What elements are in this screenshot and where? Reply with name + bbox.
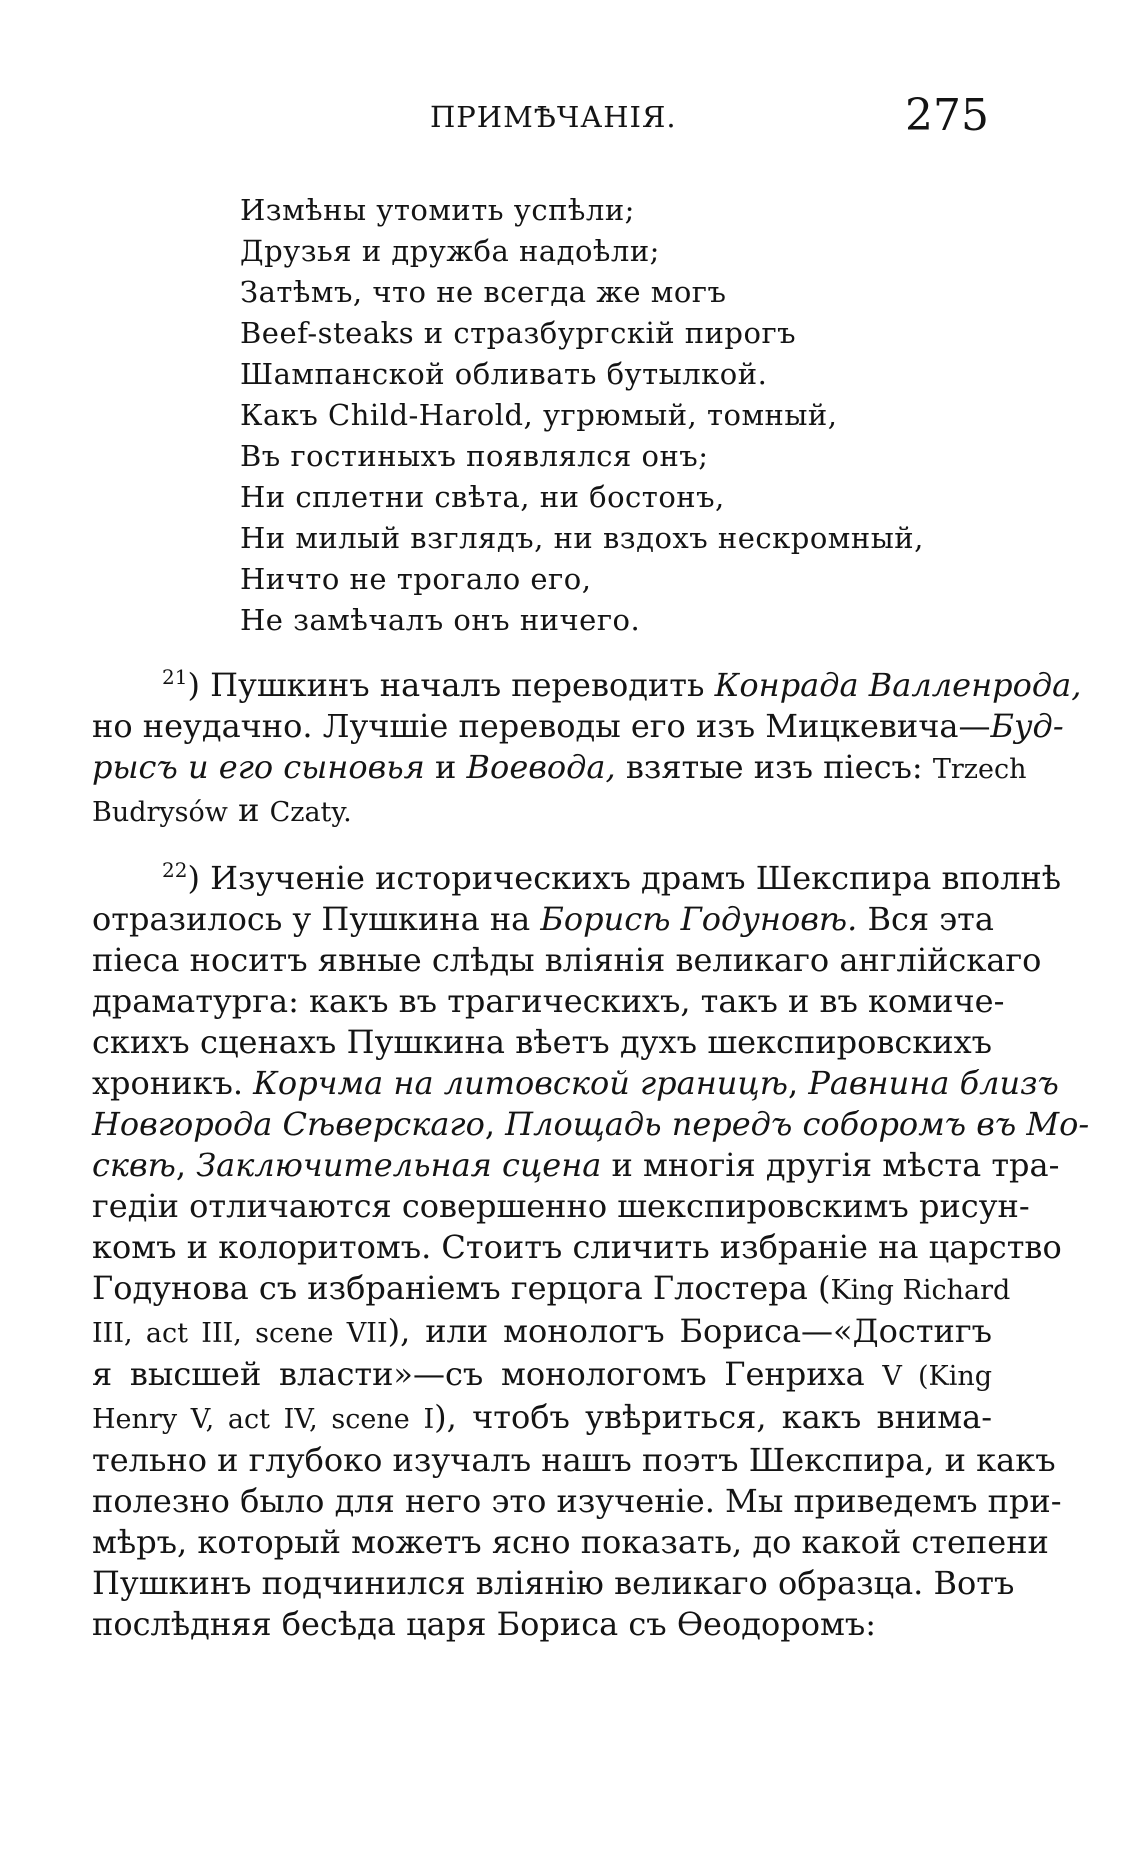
note-line: мѣръ, который можетъ ясно показать, до какой степени (92, 1523, 1049, 1561)
italic-title: Равнина близъ (808, 1064, 1059, 1102)
italic-title: Новгорода Сѣверскаго (92, 1105, 485, 1143)
verse-line: Измѣны утомить успѣли; (240, 193, 635, 227)
note-line: III, act III, scene VII), или монологъ Бориса—«Достигъ (92, 1312, 992, 1350)
italic-title: рысъ и его сыновья (92, 748, 425, 786)
verse-line: Шампанской обливать бутылкой. (240, 357, 768, 391)
note-line: Henry V, act IV, scene I), чтобъ увѣриться, какъ внима- (92, 1398, 993, 1436)
verse-line: Beef-steaks и стразбургскій пирогъ (240, 316, 797, 350)
verse-quotation (240, 190, 924, 641)
footnote-marker: 21 (162, 665, 188, 689)
note-line: я высшей власти»—съ монологомъ Генриха V (King (92, 1355, 992, 1393)
note-line: послѣдняя бесѣда царя Бориса съ Ѳеодоромъ: (92, 1605, 876, 1643)
latin-title: Trzech (932, 754, 1027, 785)
latin-title: III, act III, scene VII (92, 1318, 388, 1349)
note-line: комъ и колоритомъ. Стоитъ сличить избраніе на царство (92, 1228, 1062, 1266)
italic-title: Заключительная сцена (196, 1146, 602, 1184)
italic-title: Воевода, (466, 748, 616, 786)
running-header: ПРИМѢЧАНІЯ. (430, 100, 677, 134)
note-line: піеса носитъ явные слѣды вліянія великаго англійскаго (92, 941, 1042, 979)
latin-title: Henry V, act IV, scene I (92, 1404, 435, 1435)
note-line: Годунова съ избраніемъ герцога Глостера (King Richard (92, 1269, 1011, 1307)
note-line: отразилось у Пушкина на Борисѣ Годуновѣ. Вся эта (92, 900, 994, 938)
note-line: сквѣ, Заключительная сцена и многія другія мѣста тра- (92, 1146, 1060, 1184)
italic-title: Конрада Валленрода, (714, 666, 1082, 704)
verse-line: Ни милый взглядъ, ни вздохъ нескромный, (240, 521, 924, 555)
note-line: рысъ и его сыновья и Воевода, взятые изъ піесъ: Trzech (92, 748, 1027, 786)
footnote-marker: 22 (162, 858, 188, 882)
note-line: гедіи отличаются совершенно шекспировскимъ рисун- (92, 1187, 1030, 1225)
latin-title: Budrysów (92, 797, 228, 828)
footnote-22 (92, 858, 1090, 1645)
latin-title: Czaty. (269, 797, 352, 828)
note-line: Пушкинъ подчинился вліянію великаго образца. Вотъ (92, 1564, 1015, 1602)
latin-title: V (King (882, 1361, 992, 1392)
page-number: 275 (905, 90, 989, 141)
italic-title: Корчма на литовской границѣ (253, 1064, 788, 1102)
note-line: Budrysów и Czaty. (92, 791, 352, 829)
italic-title: Площадь передъ соборомъ въ Мо- (505, 1105, 1090, 1143)
footnote-21 (92, 665, 1082, 833)
verse-line: Какъ Child-Harold, угрюмый, томный, (240, 398, 838, 432)
note-line: драматурга: какъ въ трагическихъ, такъ и въ комиче- (92, 982, 1005, 1020)
verse-line: Ничто не трогало его, (240, 562, 592, 596)
verse-line: Затѣмъ, что не всегда же могъ (240, 275, 727, 309)
note-line: но неудачно. Лучшіе переводы его изъ Мицкевича—Буд- (92, 707, 1064, 745)
note-line: хроникъ. Корчма на литовской границѣ, Равнина близъ (92, 1064, 1059, 1102)
verse-line: Не замѣчалъ онъ ничего. (240, 603, 641, 637)
note-line: $^{22}$) Изученіе историческихъ драмъ Шекспира вполнѣ (162, 858, 1062, 897)
italic-title: Буд- (990, 707, 1064, 745)
verse-line: Друзья и дружба надоѣли; (240, 234, 660, 268)
italic-title: сквѣ (92, 1146, 176, 1184)
verse-line: Въ гостиныхъ появлялся онъ; (240, 439, 709, 473)
note-line: Новгорода Сѣверскаго, Площадь передъ соборомъ въ Мо- (92, 1105, 1090, 1143)
verse-line: Ни сплетни свѣта, ни бостонъ, (240, 480, 725, 514)
note-line: полезно было для него это изученіе. Мы приведемъ при- (92, 1482, 1062, 1520)
note-line: скихъ сценахъ Пушкина вѣетъ духъ шекспировскихъ (92, 1023, 992, 1061)
note-line: $^{21}$) Пушкинъ началъ переводить Конрада Валленрода, (162, 665, 1082, 704)
italic-title: Борисѣ Годуновѣ. (540, 900, 858, 938)
note-line: тельно и глубоко изучалъ нашъ поэтъ Шекспира, и какъ (92, 1441, 1056, 1479)
latin-title: King Richard (830, 1275, 1011, 1306)
